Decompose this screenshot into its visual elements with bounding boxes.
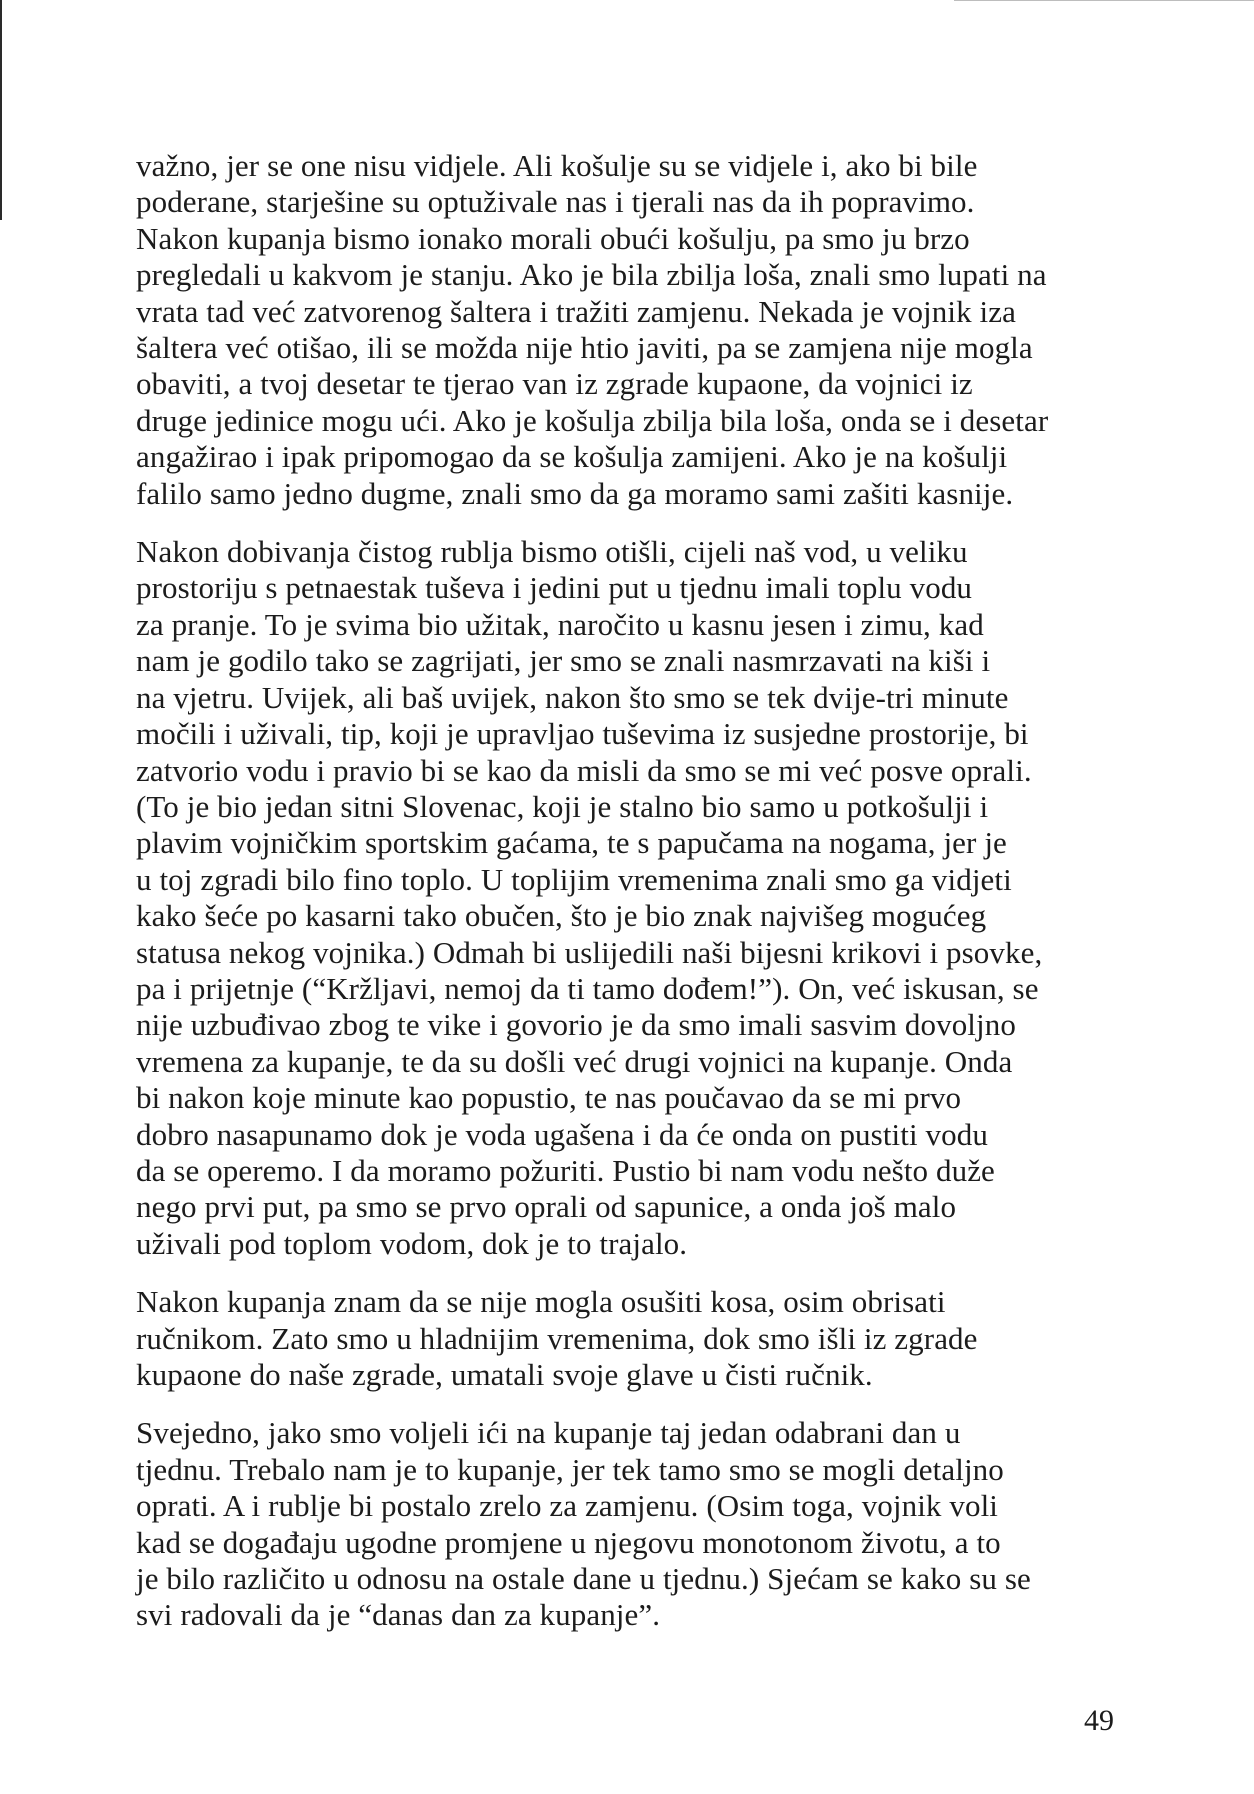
text-line: statusa nekog vojnika.) Odmah bi uslijedili naši bijesni krikovi i psovke,: [136, 934, 1043, 970]
text-line: svi radovali da je “danas dan za kupanje”.: [136, 1597, 661, 1633]
text-line: plavim vojničkim sportskim gaćama, te s papučama na nogama, jer je: [136, 825, 1007, 861]
text-line: vremena za kupanje, te da su došli već drugi vojnici na kupanje. Onda: [136, 1043, 1013, 1079]
text-line: obaviti, a tvoj desetar te tjerao van iz zgrade kupaone, da vojnici iz: [136, 366, 973, 402]
text-line: da se operemo. I da moramo požuriti. Pustio bi nam vodu nešto duže: [136, 1152, 995, 1188]
page-body: [136, 148, 1126, 1656]
text-line: pa i prijetnje (“Kržljavi, nemoj da ti tamo dođem!”). On, već iskusan, se: [136, 970, 1039, 1006]
text-line: Svejedno, jako smo voljeli ići na kupanje taj jedan odabrani dan u: [136, 1415, 961, 1451]
text-line: nam je godilo tako se zagrijati, jer smo se znali nasmrzavati na kiši i: [136, 643, 991, 679]
text-line: vrata tad već zatvorenog šaltera i tražiti zamjenu. Nekada je vojnik iza: [136, 293, 1016, 329]
paragraph-4: [136, 1415, 1126, 1633]
text-line: ručnikom. Zato smo u hladnijim vremenima, dok smo išli iz zgrade: [136, 1320, 978, 1356]
text-line: za pranje. To je svima bio užitak, naročito u kasnu jesen i zimu, kad: [136, 606, 984, 642]
scan-border-top: [954, 0, 1254, 1]
text-line: na vjetru. Uvijek, ali baš uvijek, nakon što smo se tek dvije-tri minute: [136, 679, 1009, 715]
text-line: tjednu. Trebalo nam je to kupanje, jer tek tamo smo se mogli detaljno: [136, 1451, 1004, 1487]
page-number: 49: [1084, 1704, 1114, 1737]
text-line: falilo samo jedno dugme, znali smo da ga moramo sami zašiti kasnije.: [136, 475, 1014, 511]
text-line: Nakon kupanja bismo ionako morali obući košulju, pa smo ju brzo: [136, 220, 970, 256]
text-line: u toj zgradi bilo fino toplo. U toplijim vremenima znali smo ga vidjeti: [136, 861, 1012, 897]
text-line: šaltera već otišao, ili se možda nije htio javiti, pa se zamjena nije mogla: [136, 330, 1033, 366]
text-line: angažirao i ipak pripomogao da se košulja zamijeni. Ako je na košulji: [136, 439, 1008, 475]
text-line: nego prvi put, pa smo se prvo oprali od sapunice, a onda još malo: [136, 1189, 957, 1225]
text-line: prostoriju s petnaestak tuševa i jedini put u tjednu imali toplu vodu: [136, 570, 973, 606]
text-line: dobro nasapunamo dok je voda ugašena i da će onda on pustiti vodu: [136, 1116, 988, 1152]
text-line: Nakon dobivanja čistog rublja bismo otišli, cijeli naš vod, u veliku: [136, 534, 968, 570]
text-line: poderane, starješine su optuživale nas i tjerali nas da ih popravimo.: [136, 184, 975, 220]
text-line: druge jedinice mogu ući. Ako je košulja zbilja bila loša, onda se i desetar: [136, 402, 1049, 438]
text-line: uživali pod toplom vodom, dok je to trajalo.: [136, 1225, 688, 1261]
paragraph-3: [136, 1284, 1126, 1393]
text-line: nije uzbuđivao zbog te vike i govorio je da smo imali sasvim dovoljno: [136, 1007, 1016, 1043]
text-line: kako šeće po kasarni tako obučen, što je bio znak najvišeg mogućeg: [136, 898, 987, 934]
text-line: kupaone do naše zgrade, umatali svoje glave u čisti ručnik.: [136, 1357, 873, 1392]
paragraph-1: [136, 148, 1126, 512]
text-line: močili i uživali, tip, koji je upravljao tuševima iz susjedne prostorije, bi: [136, 716, 1029, 752]
text-line: pregledali u kakvom je stanju. Ako je bila zbilja loša, znali smo lupati na: [136, 257, 1047, 293]
text-line: je bilo različito u odnosu na ostale dane u tjednu.) Sjećam se kako su se: [136, 1561, 1031, 1597]
text-line: (To je bio jedan sitni Slovenac, koji je stalno bio samo u potkošulji i: [136, 788, 989, 824]
text-line: Nakon kupanja znam da se nije mogla osušiti kosa, osim obrisati: [136, 1284, 946, 1320]
text-line: važno, jer se one nisu vidjele. Ali košulje su se vidjele i, ako bi bile: [136, 148, 978, 183]
text-line: bi nakon koje minute kao popustio, te nas poučavao da se mi prvo: [136, 1080, 962, 1116]
text-line: kad se događaju ugodne promjene u njegovu monotonom životu, a to: [136, 1524, 1001, 1560]
text-line: oprati. A i rublje bi postalo zrelo za zamjenu. (Osim toga, vojnik voli: [136, 1488, 999, 1524]
text-line: zatvorio vodu i pravio bi se kao da misli da smo se mi već posve oprali.: [136, 752, 1032, 788]
paragraph-2: [136, 534, 1126, 1262]
scan-border-left: [0, 0, 2, 220]
